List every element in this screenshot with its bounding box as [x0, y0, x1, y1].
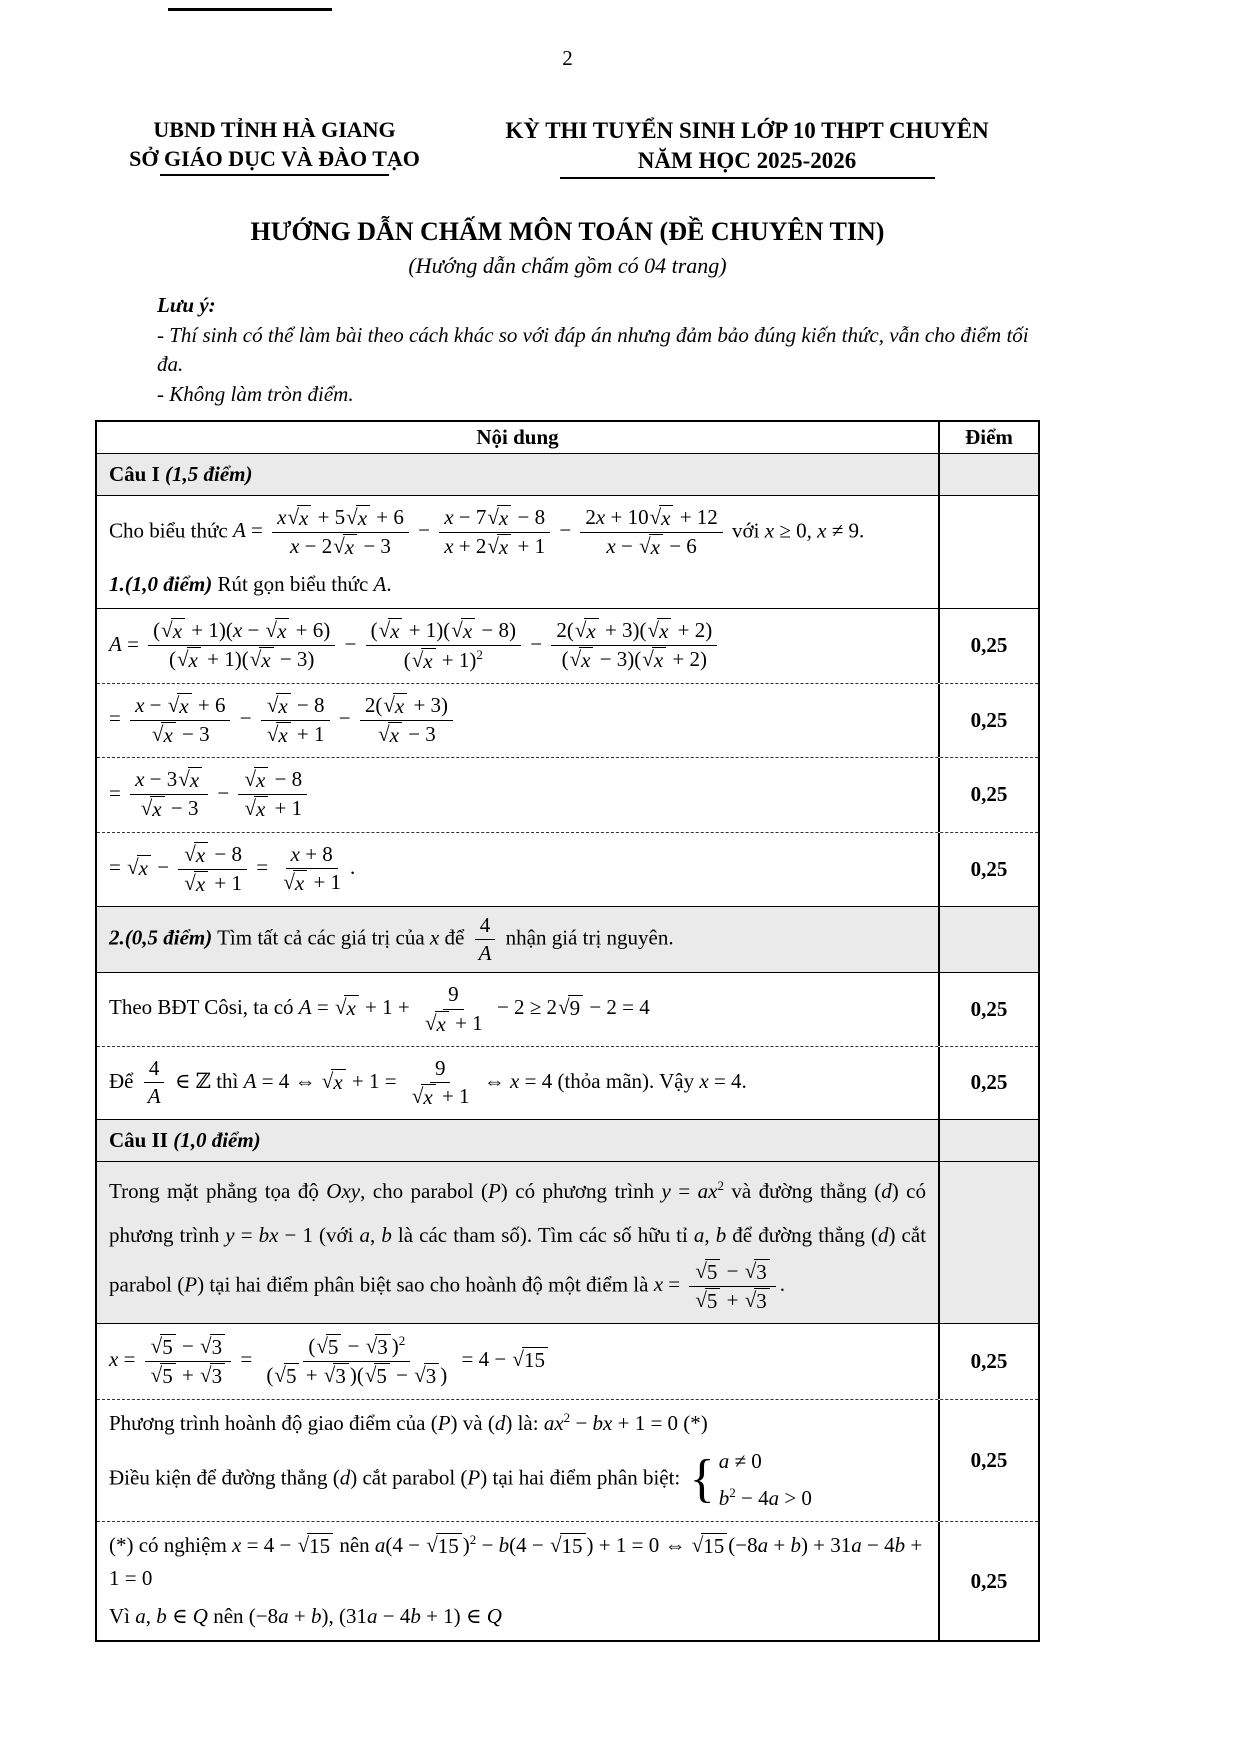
math-segment: a, b [359, 1222, 392, 1247]
row-content [97, 1047, 938, 1119]
text-segment: cắt parabol [109, 1222, 927, 1297]
row-content [97, 973, 938, 1045]
row-line [109, 458, 926, 491]
table-row [97, 1161, 1038, 1324]
math-segment: $y = ax^2$ [661, 1177, 724, 1203]
row-line [109, 1445, 926, 1514]
text-segment: (*) có nghiệm [109, 1533, 233, 1558]
row-score [938, 907, 1038, 972]
row-line [109, 503, 926, 562]
math-segment: = x − √ x + 6 √ x − 3 − √ x − 8 √ x + 1 − 2( √ x + 3) √ x − 3 [109, 706, 457, 730]
row-content [97, 609, 938, 683]
math-segment: $\frac{4}{A}$ [470, 926, 501, 950]
math-segment: $ax^2$ − bx + 1 = 0 [543, 1409, 679, 1435]
text-segment: có phương trình [109, 1178, 926, 1247]
row-score: 0,25 [938, 609, 1038, 683]
header-right-block [454, 116, 1040, 179]
header-dept-line: SỞ GIÁO DỤC VÀ ĐÀO TẠO [95, 145, 454, 177]
text-segment: Rút gọn biểu thức [212, 571, 374, 596]
text-segment: 1.(1,0 điểm) [109, 571, 213, 596]
row-score: 0,25 [938, 684, 1038, 757]
page-number: 2 [562, 46, 573, 70]
math-segment: (d) [487, 1410, 513, 1435]
text-segment: và đường thẳng [723, 1178, 875, 1203]
math-segment: A. [373, 571, 392, 596]
note-item: - Thí sinh có thể làm bài theo cách khác so với đáp án nhưng đảm bảo đúng kiến thức, vẫn cho điểm tối đa. [157, 322, 1029, 377]
document-subtitle: (Hướng dẫn chấm gồm có 04 trang) [408, 252, 727, 278]
text-segment: Phương trình hoành độ giao điểm của [109, 1410, 431, 1435]
row-content [97, 684, 938, 757]
math-segment: (d) [874, 1178, 899, 1203]
text-segment: có phương trình [507, 1178, 662, 1203]
row-content [97, 454, 938, 495]
row-content [97, 758, 938, 831]
row-content [97, 1522, 938, 1640]
text-segment: Tìm tất cả các giá trị của [212, 925, 430, 950]
row-score: 0,25 [938, 833, 1038, 906]
text-segment: nên [207, 1604, 249, 1629]
text-segment: (với [312, 1222, 360, 1247]
note-item: - Không làm tròn điểm. [157, 382, 354, 407]
row-content [97, 907, 938, 972]
row-score: 0,25 [938, 973, 1038, 1045]
row-line [109, 911, 926, 968]
math-segment: { a ≠ 0 $b^2 - 4a > 0$ [689, 1449, 812, 1510]
row-score: 0,25 [938, 1324, 1038, 1398]
math-segment: (d) [332, 1465, 358, 1490]
table-row [97, 683, 1038, 757]
text-segment: (thỏa mãn). Vậy [552, 1068, 700, 1093]
table-row [97, 1046, 1038, 1119]
row-line [109, 691, 926, 750]
row-line [109, 1169, 926, 1317]
row-line [109, 765, 926, 824]
row-content [97, 496, 938, 608]
row-score: 0,25 [938, 1400, 1038, 1522]
row-line [109, 1331, 926, 1391]
row-line [109, 1124, 926, 1157]
math-segment: (d) [870, 1222, 896, 1247]
table-row [97, 1119, 1038, 1161]
text-segment: và [457, 1410, 488, 1435]
row-score: 0,25 [938, 1522, 1038, 1640]
math-segment: x ≥ 0, x ≠ 9. [764, 518, 865, 543]
table-row [97, 453, 1038, 495]
text-segment: cắt parabol [357, 1465, 461, 1490]
table-row [97, 972, 1038, 1045]
math-segment: = x − 3 √ x √ x − 3 − √ x − 8 √ x + 1 [109, 781, 311, 805]
text-segment: 2.(0,5 điểm) [109, 925, 213, 950]
notes-label: Lưu ý: [157, 292, 216, 317]
notes-block [157, 291, 1040, 410]
row-content [97, 833, 938, 906]
math-segment: a(4 − √ 15 )$^2$ − b(4 − √ 15 ) + 1 = 0 ⇔ √ 15 (−8a + b) + 31a − 4b + 1 = 0 [109, 1532, 923, 1590]
text-segment: thì [210, 1068, 244, 1093]
row-content [97, 1120, 938, 1161]
text-segment: (1,0 điểm) [173, 1128, 261, 1153]
text-segment: để [439, 925, 470, 950]
document-title: HƯỚNG DẪN CHẤM MÔN TOÁN (ĐỀ CHUYÊN TIN) [250, 216, 885, 246]
text-segment: là các tham số). Tìm các số hữu tỉ [391, 1222, 694, 1247]
math-segment: (P) [480, 1178, 508, 1203]
row-line [109, 1407, 926, 1440]
math-segment: (−8a + b), (31a − 4b + 1) ∈ Q [248, 1604, 502, 1629]
text-segment: tại hai điểm phân biệt: [487, 1465, 686, 1490]
header-exam-line: KỲ THI TUYỂN SINH LỚP 10 THPT CHUYÊN [505, 118, 989, 143]
header-org-line: UBND TỈNH HÀ GIANG [153, 117, 396, 142]
table-row [97, 1323, 1038, 1398]
grading-table [95, 420, 1040, 1642]
column-header-content: Nội dung [476, 425, 559, 450]
text-segment: là: [512, 1410, 544, 1435]
table-row [97, 495, 1038, 608]
math-segment: x = 4. [699, 1068, 747, 1093]
text-segment: Theo BĐT Côsi, ta có [109, 995, 299, 1020]
row-line [109, 1054, 926, 1112]
row-score [938, 1120, 1038, 1161]
text-segment: cho parabol [365, 1178, 481, 1203]
column-header-score: Điểm [938, 422, 1038, 453]
text-segment: Vì [109, 1604, 136, 1629]
row-score: 0,25 [938, 758, 1038, 831]
page-content [95, 116, 1040, 1642]
table-row [97, 608, 1038, 683]
row-line [109, 568, 926, 601]
math-segment: x [429, 925, 440, 950]
text-segment: để đường thẳng [726, 1222, 871, 1247]
math-segment: A = √ x + 1 + 9 √ x + 1 − 2 ≥ 2 √ 9 − 2 = 4 [298, 982, 650, 1036]
row-line [109, 1529, 926, 1594]
math-segment: = √ x − √ x − 8 √ x + 1 = x + 8 √ x + 1 . [109, 841, 356, 896]
text-segment: Cho biểu thức [109, 518, 233, 543]
header-left-block [95, 116, 454, 179]
math-segment: (P) [460, 1465, 488, 1490]
row-line [109, 840, 926, 899]
row-score [938, 1162, 1038, 1324]
math-segment: A = ( √ x + 1)(x − √ x + 6) ( √ x + 1)( √ x − 3) − ( √ x + 1)( √ x − 8) ( √ x + 1)$^2$ − 2( √ x + 3)( √ x + 2) ( √ x − 3)( √ x + 2) [109, 632, 721, 656]
row-line [109, 1600, 926, 1633]
row-score [938, 454, 1038, 495]
row-score: 0,25 [938, 1047, 1038, 1119]
row-line [109, 616, 926, 676]
row-content [97, 1324, 938, 1398]
table-header-row [97, 422, 1038, 453]
math-segment: (P) [430, 1410, 458, 1435]
table-row [97, 906, 1038, 972]
math-segment: x = 4 − √ 15 [232, 1533, 334, 1557]
text-segment: (1,5 điểm) [165, 462, 253, 487]
math-segment: (P) [177, 1272, 205, 1297]
math-segment: a, b ∈ Q [135, 1604, 208, 1629]
text-segment: Để [109, 1068, 139, 1093]
row-score [938, 496, 1038, 608]
text-segment: Câu II [109, 1128, 174, 1153]
text-segment: nên [334, 1533, 375, 1558]
table-body [97, 453, 1038, 1640]
row-line [109, 980, 926, 1038]
document-header [95, 116, 1040, 179]
row-content [97, 1162, 938, 1324]
text-segment: Trong mặt phẳng tọa độ [109, 1178, 327, 1203]
row-content [97, 1400, 938, 1522]
text-segment: nhận giá trị nguyên. [500, 925, 674, 950]
text-segment: Điều kiện để đường thẳng [109, 1465, 333, 1490]
text-segment: Câu I [109, 462, 166, 487]
math-segment: $\frac{4}{A}$ ∈ ℤ [139, 1069, 211, 1093]
top-rule [168, 8, 332, 11]
text-segment: với [726, 518, 765, 543]
table-row [97, 757, 1038, 831]
table-row [97, 1399, 1038, 1522]
math-segment: Oxy, [326, 1178, 366, 1203]
text-segment: (*) [678, 1410, 708, 1435]
math-segment: a, b [693, 1222, 727, 1247]
text-segment: tại hai điểm phân biệt sao cho hoành độ một điểm là [204, 1272, 654, 1297]
table-row [97, 832, 1038, 906]
math-segment: y = bx − 1 [225, 1222, 313, 1247]
math-segment: A = x √ x + 5 √ x + 6 x − 2 √ x − 3 − x − 7 √ x − 8 x + 2 √ x + 1 − 2x + 10 √ x + 12 x − √ x − 6 [233, 518, 727, 542]
math-segment: A = 4 ⇔ √ x + 1 = 9 √ x + 1 ⇔ x = 4 [243, 1055, 553, 1109]
header-year-line: NĂM HỌC 2025-2026 [454, 146, 1040, 179]
math-segment: x = √ 5 − √ 3 √ 5 + √ 3 . [653, 1258, 786, 1314]
table-row [97, 1521, 1038, 1640]
math-segment: x = √ 5 − √ 3 √ 5 + √ 3 = ( √ 5 − √ 3 )$^2$ ( √ 5 + √ 3 )( √ 5 − √ 3 ) = 4 − √ 15 [109, 1347, 549, 1371]
